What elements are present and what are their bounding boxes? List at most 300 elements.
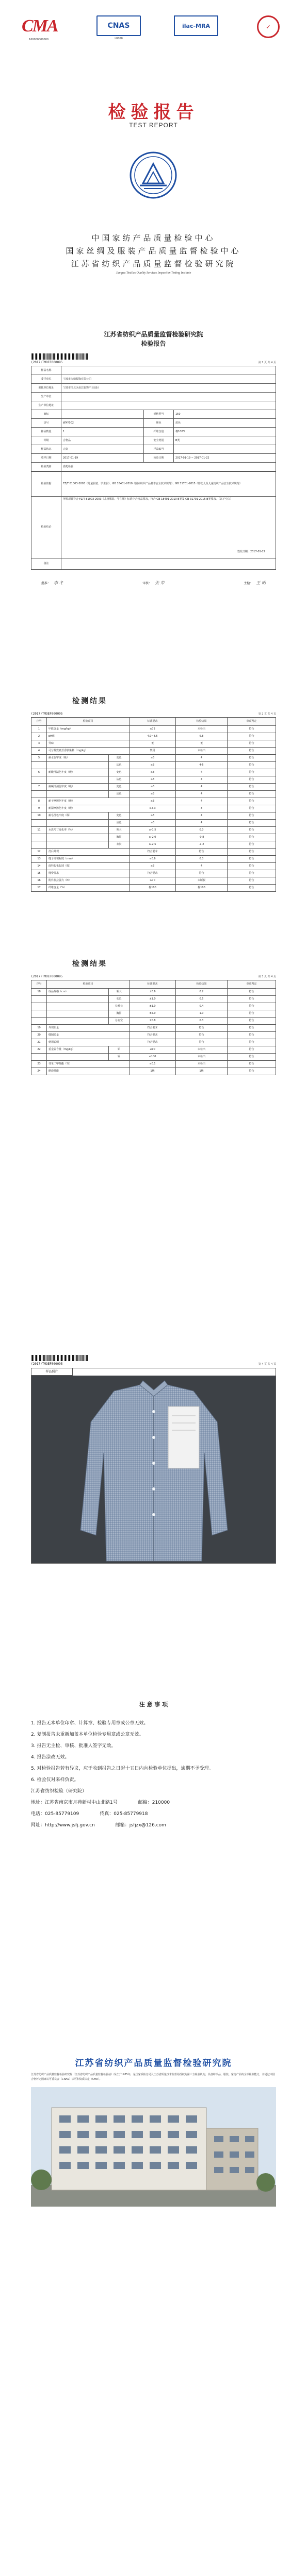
results-cell <box>47 1003 109 1010</box>
cma-logo: CMA 160000000000 <box>22 16 58 41</box>
results-row <box>31 726 276 733</box>
results-cell: 符合 <box>228 863 276 870</box>
results-cell: 7 <box>31 784 47 791</box>
info-row <box>31 419 276 428</box>
results-cell: ≥-2.0 <box>130 834 176 841</box>
results-cell <box>31 1010 47 1018</box>
info-row <box>31 384 276 393</box>
results-cell: 23 <box>31 1061 47 1068</box>
results-cell: 4-5 <box>176 762 228 769</box>
results-row <box>31 1054 276 1061</box>
report-title: 检验报告 <box>108 102 199 123</box>
page1-institute-title: 江苏省纺织产品质量监督检验研究院 检验报告 <box>104 331 203 347</box>
results-cell: 异味 <box>47 740 130 748</box>
results-cell: 无 <box>176 740 228 748</box>
results-cell: ≥3 <box>130 776 176 784</box>
results-cell <box>47 776 109 784</box>
results-cell: 14 <box>31 863 47 870</box>
report-page-4: (2017)TMOEF000095 第 4 页 共 4 页 样品照片 <box>31 1350 276 1564</box>
info-label: 样品编号 <box>144 445 174 454</box>
results-header-row <box>31 718 276 726</box>
results-cell: 4 <box>176 755 228 762</box>
results-cell <box>47 841 109 849</box>
info-value: 完好 <box>61 445 144 454</box>
tester-signature: 王 明 <box>256 581 266 585</box>
results-row <box>31 1039 276 1046</box>
info-label: 委托单位 <box>31 375 61 384</box>
results-cell <box>31 1054 47 1061</box>
results-cell: 耐湿摩擦色牢度（级） <box>47 805 130 812</box>
results-row <box>31 885 276 892</box>
results-cell: ±1.0 <box>130 996 176 1003</box>
results-cell: ≥3 <box>130 791 176 798</box>
results-row <box>31 870 276 877</box>
results-row <box>31 877 276 885</box>
results-cell: 4 <box>31 748 47 755</box>
results-cell: 符合 <box>228 885 276 892</box>
results-cell: 4 <box>176 776 228 784</box>
note-item: 3. 报告无主检、审核、批准人签字无效。 <box>31 1743 116 1749</box>
results-row <box>31 748 276 755</box>
results-cell: 22 <box>31 1046 47 1054</box>
results-header-cell: 检验项目 <box>47 980 130 989</box>
results-cell: 符合 <box>228 1046 276 1054</box>
results-cell: 外观质量 <box>47 1025 130 1032</box>
info-value <box>61 410 144 419</box>
results-cell: 符合 <box>228 989 276 996</box>
signature-row: 批准： 李 冬 审核： 张 荣 主检： 王 明 <box>41 581 266 585</box>
results-row <box>31 841 276 849</box>
results-row <box>31 784 276 791</box>
results-cell: 符合 <box>176 1032 228 1039</box>
results-cell <box>31 841 47 849</box>
results-cell: 耐干摩擦色牢度（级） <box>47 798 130 805</box>
conclusion-table: 检验依据 FZ/T 81003-2003《儿童服装、学生服》、GB 18401-2010《国家纺织产品基本安全技术规范》、GB 31701-2015《婴幼儿及儿童纺织产品安全技术规范》 检验结论 所检项目符合 FZ/T 81003-2003《儿童服装、学生服》标准中合格品要求，符合 GB 18401-2010 B类及 GB 31701-2015 B类要求。（以下空白） 签发日期：2017-01-22 备注 <box>31 471 276 570</box>
results-cell <box>47 996 109 1003</box>
results-row <box>31 791 276 798</box>
info-row <box>31 428 276 436</box>
info-label: 等级 <box>31 436 61 445</box>
results-cell <box>47 820 109 827</box>
cover-page <box>0 0 307 309</box>
results-row <box>31 733 276 740</box>
results-cell <box>47 1054 109 1061</box>
results-cell: 无 <box>130 740 176 748</box>
barcode-icon <box>31 353 88 360</box>
results-cell: 6.8 <box>176 733 228 740</box>
results-cell <box>47 762 109 769</box>
results-cell: 0.0 <box>176 827 228 834</box>
results-cell: 符合 <box>228 762 276 769</box>
results-cell: 耐酸汗渍色牢度（级） <box>47 769 109 776</box>
results-cell: 符合 <box>228 1003 276 1010</box>
results-cell: 符合 <box>228 805 276 812</box>
results-row <box>31 989 276 996</box>
info-value: 150 <box>174 410 276 419</box>
approver-signature: 李 冬 <box>54 581 63 585</box>
contact-info: 江苏省纺织检验（研究院） 地址：江苏省南京市月苑新村中山北路1号 邮编：210000 电话：025-85779109 传真：025-85779918 网址：http://www.jsfj.gov.cn 邮箱：jsfjzx@126.com <box>31 1786 276 1831</box>
results-cell: 符合 <box>176 1039 228 1046</box>
results-cell: 3 <box>31 740 47 748</box>
notes-title: 注 意 事 项 <box>139 1701 168 1708</box>
results-cell: ≥3 <box>130 755 176 762</box>
results-cell: 3 <box>176 805 228 812</box>
results-cell: 0.2 <box>176 989 228 996</box>
results-cell <box>31 791 47 798</box>
shirt-photo-icon <box>31 1376 276 1564</box>
note-item: 2. 复制报告未重新加盖本单位检验专用章或公章无效。 <box>31 1732 144 1737</box>
results-cell: 符合 <box>228 1018 276 1025</box>
results-cell: 变色 <box>109 812 130 820</box>
results-cell <box>47 834 109 841</box>
results-cell: 面料起毛起球（级） <box>47 863 130 870</box>
results-cell: 0.3 <box>176 856 228 863</box>
results-cell: 符合 <box>176 849 228 856</box>
results-cell: ≤0.1 <box>130 1061 176 1068</box>
results-cell: 未断裂 <box>176 877 228 885</box>
results-cell: -0.8 <box>176 834 228 841</box>
results-row <box>31 996 276 1003</box>
info-row <box>31 445 276 454</box>
results-cell: 变色 <box>109 755 130 762</box>
results-cell: 4 <box>176 798 228 805</box>
info-value <box>61 401 276 410</box>
results-cell: 符合 <box>228 870 276 877</box>
results-cell: 甲醛含量（mg/kg） <box>47 726 130 733</box>
results-cell <box>31 1003 47 1010</box>
institute-name-3: 江苏省纺织产品质量监督检验研究院 <box>71 259 236 268</box>
info-value: 1 <box>61 428 144 436</box>
report-page-3: 检测结果 (2017)TMOEF000095 第 3 页 共 4 页 序号 检验项目 标准要求 检验结果 单项判定 18 成品规格（cm） 领大 ±0.6 0.2 符合 衣长 ±1.0 0.5 符合 长袖长 ±1.0 0.4 符合 胸围 ±2.0 1.0 符合 总肩宽 ±0.8 0.3 符合 19 外观质量 符合要求 符合 符合 20 缝制质量 符合要求 符合 符合 21 使用说明 符合要求 符合 符合 22 重金属含量（mg/kg） 铅 ≤90 未检出 符合 镉 ≤100 未检出 符合 23 邻苯二甲酸酯（%） ≤0.1 未检出 符合 24 燃烧性能 1级 1级 符合 <box>31 958 276 1075</box>
notes-section <box>31 1700 276 1831</box>
results-cell: 符合要求 <box>130 1039 176 1046</box>
results-row <box>31 1046 276 1054</box>
results-cell: 符合 <box>228 1039 276 1046</box>
results-cell: 符合 <box>228 726 276 733</box>
info-value: 2017-01-19 <box>61 454 144 463</box>
sample-photo-frame: 样品照片 <box>31 1368 276 1564</box>
results-cell: ≥3 <box>130 769 176 776</box>
results-cell <box>31 996 47 1003</box>
results-cell: ≥3 <box>130 820 176 827</box>
institute-name-1: 中国家纺产品质量检验中心 <box>91 233 216 243</box>
info-label: 颜色 <box>144 419 174 428</box>
info-value: 棉100% <box>174 428 276 436</box>
results-cell: -1.2 <box>176 841 228 849</box>
results-cell: 符合 <box>228 791 276 798</box>
results-cell: 铅 <box>109 1046 130 1054</box>
results-cell: 符合 <box>228 1061 276 1068</box>
results-cell: pH值 <box>47 733 130 740</box>
info-label: 安全类别 <box>144 436 174 445</box>
results-cell <box>47 1010 109 1018</box>
results-cell: 符合 <box>228 755 276 762</box>
results-row <box>31 856 276 863</box>
results-cell: 未检出 <box>176 726 228 733</box>
info-value: 宁波市永鼎服饰有限公司 <box>61 375 276 384</box>
results-cell: 符合要求 <box>130 1032 176 1039</box>
results-cell: 11 <box>31 827 47 834</box>
results-header-cell: 检验项目 <box>47 718 130 726</box>
results-cell: 符合 <box>228 1032 276 1039</box>
info-value: 宁波市江北区甬江服饰产业园区 <box>61 384 276 393</box>
results-title: 检测结果 <box>72 697 107 705</box>
results-cell: 符合 <box>228 1068 276 1075</box>
results-cell: 沾色 <box>109 820 130 827</box>
website-link[interactable]: 网址：http://www.jsfj.gov.cn <box>31 1823 95 1828</box>
ilac-mra-logo: ilac-MRA <box>170 15 222 42</box>
results-cell: 2 <box>31 733 47 740</box>
results-cell: 符合 <box>228 776 276 784</box>
results-cell: 4 <box>176 784 228 791</box>
results-cell: 符合 <box>228 1025 276 1032</box>
results-cell: 1级 <box>130 1068 176 1075</box>
note-item: 5. 对检验报告若有异议，应于收到报告之日起十五日内向检验单位提出，逾期不予受理。 <box>31 1766 214 1771</box>
results-row <box>31 769 276 776</box>
results-header-cell: 检验结果 <box>176 718 228 726</box>
info-label: 生产单位地址 <box>31 401 61 410</box>
results-cell: 可分解致癌芳香胺染料（mg/kg） <box>47 748 130 755</box>
institute-emblem-icon <box>128 150 178 200</box>
results-cell: 邻苯二甲酸酯（%） <box>47 1061 130 1068</box>
results-cell: 9 <box>31 805 47 812</box>
results-cell: 18 <box>31 989 47 996</box>
results-cell: 1 <box>31 726 47 733</box>
results-cell: 21 <box>31 1039 47 1046</box>
results-cell: 符合 <box>228 784 276 791</box>
results-cell: 符合要求 <box>130 1025 176 1032</box>
results-cell: ≥3 <box>130 784 176 791</box>
results-cell: 符合 <box>228 740 276 748</box>
info-row <box>31 410 276 419</box>
note-item: 1. 报告无本单位印章、计算章、检验专用章或公章无效。 <box>31 1721 149 1726</box>
results-cell: 缝制质量 <box>47 1032 130 1039</box>
info-label: 纤维含量 <box>144 428 174 436</box>
report-page-2: 检测结果 (2017)TMOEF000095 第 2 页 共 4 页 序号 检验项目 标准要求 检验结果 单项判定 1 甲醛含量（mg/kg） ≤75 未检出 符合 2 pH值 4.0~8.5 6.8 符合 3 异味 无 无 符合 4 可分解致癌芳香胺染料（mg/kg） 禁用 未检出 符合 5 耐水色牢度（级） 变色 ≥3 4 符合 沾色 ≥3 4-5 符合 6 耐酸汗渍色牢度（级） 变色 ≥3 4 符合 沾色 ≥3 4 符合 7 耐碱汗渍色牢度（级） 变色 ≥3 4 符合 沾色 ≥3 4 符合 8 耐干摩擦色牢度（级） ≥3 4 符合 9 耐湿摩擦色牢度（级） ≥2-3 3 符合 10 耐皂洗色牢度（级） 变色 ≥3 4 符合 沾色 ≥3 4 符合 11 水洗尺寸变化率（%） 领大 ≥-1.5 0.0 符合 胸围 ≥-2.0 -0.8 符合 衣长 ≥-2.5 -1.2 符合 12 洗后外观 符合要求 符合 符合 13 缝子纰裂程度（mm） ≤0.6 0.3 符合 14 面料起毛起球（级） ≥3 4 符合 15 绳带要求 符合要求 符合 符合 16 附件抗拉强力（N） ≥70 未断裂 符合 17 纤维含量（%） 棉100 棉100 符合 <box>31 696 276 892</box>
results-cell <box>47 791 109 798</box>
results-cell: 13 <box>31 856 47 863</box>
results-cell: ≥3 <box>130 798 176 805</box>
cert-logos <box>0 15 307 46</box>
results-cell: 4.0~8.5 <box>130 733 176 740</box>
results-cell: 0.3 <box>176 1018 228 1025</box>
results-cell: ≥70 <box>130 877 176 885</box>
results-cell: 变色 <box>109 769 130 776</box>
results-cell: 20 <box>31 1032 47 1039</box>
results-row <box>31 1032 276 1039</box>
institute-banner: 江苏省纺织产品质量监督检验研究院 <box>75 2058 232 2069</box>
results-cell: 19 <box>31 1025 47 1032</box>
results-cell: 符合 <box>228 748 276 755</box>
results-header-cell: 序号 <box>31 980 47 989</box>
results-cell: 沾色 <box>109 762 130 769</box>
institute-name-2: 国家丝绸及服装产品质量监督检验中心 <box>66 246 241 256</box>
results-cell <box>31 762 47 769</box>
info-row <box>31 436 276 445</box>
cnas-logo: CNAS L0000 <box>93 15 144 42</box>
results-row <box>31 863 276 870</box>
info-row <box>31 366 276 375</box>
info-value <box>61 393 276 401</box>
results-cell: ≤100 <box>130 1054 176 1061</box>
test-conclusion: 所检项目符合 FZ/T 81003-2003《儿童服装、学生服》标准中合格品要求，符合 GB 18401-2010 B类及 GB 31701-2015 B类要求。（以下空白） 签发日期：2017-01-22 <box>61 497 276 558</box>
results-cell: 胸围 <box>109 1010 130 1018</box>
results-cell: 符合 <box>228 849 276 856</box>
results-cell: 重金属含量（mg/kg） <box>47 1046 109 1054</box>
results-cell: 4 <box>176 863 228 870</box>
results-row <box>31 740 276 748</box>
note-item: 4. 报告涂改无效。 <box>31 1755 70 1760</box>
results-header-cell: 单项判定 <box>228 718 276 726</box>
results-cell: 使用说明 <box>47 1039 130 1046</box>
results-cell: 符合要求 <box>130 849 176 856</box>
results-cell: 符合 <box>176 870 228 877</box>
results-cell: 符合 <box>228 1010 276 1018</box>
info-label: 样品数量 <box>31 428 61 436</box>
results-cell: 衣长 <box>109 996 130 1003</box>
results-cell: 镉 <box>109 1054 130 1061</box>
results-cell: 符合 <box>228 1054 276 1061</box>
results-cell <box>31 1018 47 1025</box>
results-header-cell: 单项判定 <box>228 980 276 989</box>
info-value: 委托检验 <box>61 463 276 471</box>
results-cell: 变色 <box>109 784 130 791</box>
info-value: 合格品 <box>61 436 144 445</box>
info-value <box>61 366 276 375</box>
results-row <box>31 834 276 841</box>
info-label: 商标 <box>31 410 61 419</box>
quality-badge-icon: ✓ <box>253 15 284 42</box>
results-cell: ≥-1.5 <box>130 827 176 834</box>
info-row <box>31 393 276 401</box>
results-cell: ≥3 <box>130 812 176 820</box>
results-cell: 5 <box>31 755 47 762</box>
results-header-cell: 检验结果 <box>176 980 228 989</box>
results-header-cell: 序号 <box>31 718 47 726</box>
building-icon <box>31 2087 276 2207</box>
building-photo <box>31 2087 276 2207</box>
results-cell <box>47 1018 109 1025</box>
results-cell: 符合 <box>228 820 276 827</box>
results-cell: 洗后外观 <box>47 849 130 856</box>
info-row <box>31 401 276 410</box>
results-table-1 <box>31 717 276 892</box>
results-cell: 长袖长 <box>109 1003 130 1010</box>
info-label: 货号 <box>31 419 61 428</box>
results-cell: 水洗尺寸变化率（%） <box>47 827 109 834</box>
results-cell: ±0.6 <box>130 989 176 996</box>
results-row <box>31 1025 276 1032</box>
results-cell: ≤0.6 <box>130 856 176 863</box>
info-value <box>174 445 276 454</box>
results-cell: 6 <box>31 769 47 776</box>
results-cell: 缝子纰裂程度（mm） <box>47 856 130 863</box>
results-cell: 符合 <box>228 996 276 1003</box>
results-row <box>31 755 276 762</box>
results-row <box>31 812 276 820</box>
results-cell: 12 <box>31 849 47 856</box>
results-cell: 符合 <box>228 877 276 885</box>
results-cell: ≤75 <box>130 726 176 733</box>
info-row <box>31 463 276 471</box>
results-cell: 附件抗拉强力（N） <box>47 877 130 885</box>
results-cell: 耐水色牢度（级） <box>47 755 109 762</box>
results-row <box>31 805 276 812</box>
results-cell: 符合 <box>228 841 276 849</box>
results-row <box>31 762 276 769</box>
results-cell: 8 <box>31 798 47 805</box>
results-cell: 未检出 <box>176 1061 228 1068</box>
results-row <box>31 849 276 856</box>
results-cell: 15 <box>31 870 47 877</box>
results-row <box>31 1003 276 1010</box>
results-cell: 领大 <box>109 989 130 996</box>
info-label: 收样日期 <box>31 454 61 463</box>
results-cell: 0.4 <box>176 1003 228 1010</box>
info-label: 样品名称 <box>31 366 61 375</box>
results-row <box>31 798 276 805</box>
info-label: 检验类别 <box>31 463 61 471</box>
results-cell: ≤90 <box>130 1046 176 1054</box>
sample-info-table <box>31 366 276 471</box>
results-cell: 未检出 <box>176 748 228 755</box>
institute-description: 江苏省纺织产品质量监督检验研究院（江苏省纺织产品质量监督检验站）成立于1985年，是国家质检总局及江苏省质量技术监督局授权的第三方检验机构，具备纺织品、服装、家纺产品的全项检测能力，并通过中国合格评定国家认可委员会（CNAS）认可和资质认定（CMA）。 <box>31 2073 275 2081</box>
results-cell: 符合要求 <box>130 870 176 877</box>
results-cell: 纤维含量（%） <box>47 885 130 892</box>
results-cell: 耐碱汗渍色牢度（级） <box>47 784 109 791</box>
results-cell: ±1.0 <box>130 1003 176 1010</box>
results-row <box>31 1010 276 1018</box>
results-cell: 4 <box>176 791 228 798</box>
results-cell: ≥3 <box>130 762 176 769</box>
results-cell: ≥2-3 <box>130 805 176 812</box>
results-cell <box>31 776 47 784</box>
results-row <box>31 1068 276 1075</box>
institute-section <box>31 2056 276 2207</box>
note-item: 6. 检验仅对来样负责。 <box>31 1777 79 1783</box>
info-value: WXY002 <box>61 419 144 428</box>
results-cell: 16 <box>31 877 47 885</box>
results-header-cell: 标准要求 <box>130 718 176 726</box>
barcode-icon-2 <box>31 1355 88 1361</box>
email-link[interactable]: 邮箱：jsfjzx@126.com <box>115 1823 166 1828</box>
results-cell: 禁用 <box>130 748 176 755</box>
results-cell: 胸围 <box>109 834 130 841</box>
info-value: 蓝色 <box>174 419 276 428</box>
test-basis: FZ/T 81003-2003《儿童服装、学生服》、GB 18401-2010《国家纺织产品基本安全技术规范》、GB 31701-2015《婴幼儿及儿童纺织产品安全技术规范》 <box>61 472 276 497</box>
results-cell: 棉100 <box>176 885 228 892</box>
results-cell: 24 <box>31 1068 47 1075</box>
results-cell: 衣长 <box>109 841 130 849</box>
reviewer-signature: 张 荣 <box>155 581 165 585</box>
results-row <box>31 827 276 834</box>
results-cell: 未检出 <box>176 1054 228 1061</box>
info-label: 检验日期 <box>144 454 174 463</box>
info-label: 生产单位 <box>31 393 61 401</box>
results-table-2 <box>31 980 276 1075</box>
results-cell: 0.5 <box>176 996 228 1003</box>
results-cell: 成品规格（cm） <box>47 989 109 996</box>
results-cell: 10 <box>31 812 47 820</box>
results-cell: 燃烧性能 <box>47 1068 130 1075</box>
results-cell: 符合 <box>228 733 276 740</box>
institute-name-en: Jiangsu Textiles Quality Services Inspection Testing Institute <box>116 272 191 275</box>
results-row <box>31 820 276 827</box>
results-cell: 总肩宽 <box>109 1018 130 1025</box>
results-row <box>31 1061 276 1068</box>
results-cell <box>31 834 47 841</box>
info-label: 规格型号 <box>144 410 174 419</box>
